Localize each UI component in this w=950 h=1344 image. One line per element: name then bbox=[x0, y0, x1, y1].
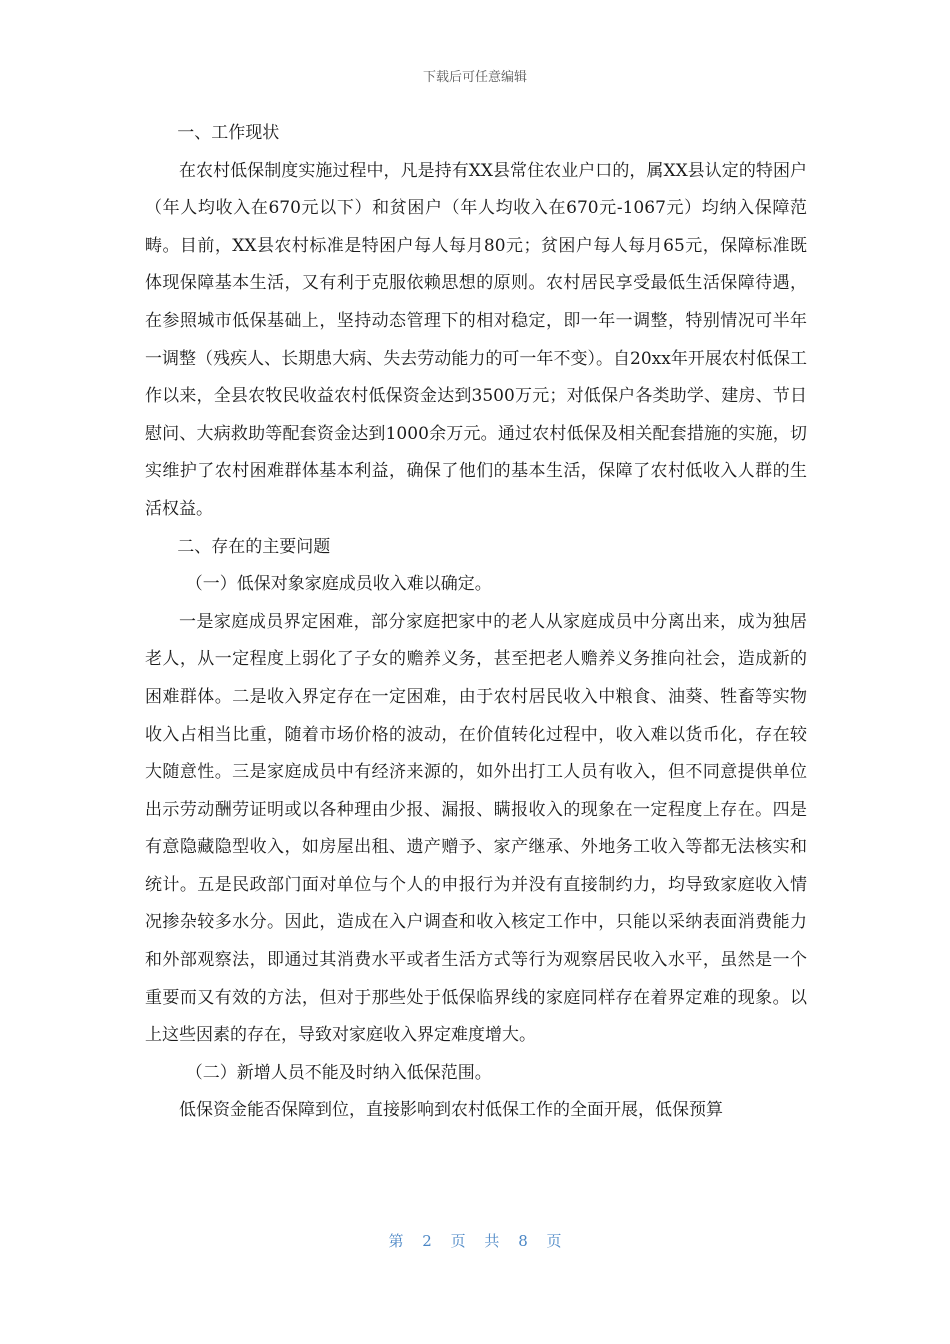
footer-gong: 共 bbox=[484, 1232, 500, 1250]
page-header-note: 下载后可任意编辑 bbox=[422, 70, 527, 85]
subheading-income-determination: （一）低保对象家庭成员收入难以确定。 bbox=[185, 574, 492, 595]
footer-total-pages: 8 bbox=[518, 1232, 528, 1250]
footer-di: 第 bbox=[388, 1232, 404, 1250]
section-heading-status: 一、工作现状 bbox=[177, 123, 280, 143]
subheading-new-members: （二）新增人员不能及时纳入低保范围。 bbox=[185, 1062, 492, 1083]
footer-ye: 页 bbox=[450, 1232, 466, 1250]
footer-ye2: 页 bbox=[546, 1232, 562, 1250]
footer-current-page: 2 bbox=[422, 1232, 432, 1250]
section-heading-problems: 二、存在的主要问题 bbox=[177, 536, 331, 557]
page-footer bbox=[0, 1230, 950, 1251]
paragraph-income-determination: 一是家庭成员界定困难，部分家庭把家中的老人从家庭成员中分离出来，成为独居老人，从一定程度上弱化了子女的赡养义务，甚至把老人赡养义务推向社会，造成新的困难群体。二是收入界定存在一定困难，由于农村居民收入中粮食、油葵、牲畜等实物收入占相当比重，随着市场价格的波动，在价值转化过程中，收入难以货币化，存在较大随意性。三是家庭成员中有经济来源的，如外出打工人员有收入，但不同意提供单位出示劳动酬劳证明或以各种理由少报、漏报、瞒报收入的现象在一定程度上存在。四是有意隐藏隐型收入，如房屋出租、遗产赠予、家产继承、外地务工收入等都无法核实和统计。五是民政部门面对单位与个人的申报行为并没有直接制约力，均导致家庭收入情况掺杂较多水分。因此，造成在入户调查和收入核定工作中，只能以采纳表面消费能力和外部观察法，即通过其消费水平或者生活方式等行为观察居民收入水平，虽然是一个重要而又有效的方法，但对于那些处于低保临界线的家庭同样存在着界定难的现象。以上这些因素的存在，导致对家庭收入界定难度增大。 bbox=[145, 611, 807, 1046]
paragraph-new-members: 低保资金能否保障到位，直接影响到农村低保工作的全面开展，低保预算 bbox=[179, 1100, 723, 1121]
document-body bbox=[145, 115, 807, 1130]
paragraph-status: 在农村低保制度实施过程中，凡是持有XX县常住农业户口的，属XX县认定的特困户（年人均收入在670元以下）和贫困户（年人均收入在670元-1067元）均纳入保障范畴。目前，XX县农村标准是特困户每人每月80元；贫困户每人每月65元，保障标准既体现保障基本生活，又有利于克服依赖思想的原则。农村居民享受最低生活保障待遇，在参照城市低保基础上，坚持动态管理下的相对稳定，即一年一调整，特别情况可半年一调整（残疾人、长期患大病、失去劳动能力的可一年不变）。自20xx年开展农村低保工作以来，全县农牧民收益农村低保资金达到3500万元；对低保户各类助学、建房、节日慰问、大病救助等配套资金达到1000余万元。通过农村低保及相关配套措施的实施，切实维护了农村困难群体基本利益，确保了他们的基本生活，保障了农村低收入人群的生活权益。 bbox=[145, 160, 807, 519]
